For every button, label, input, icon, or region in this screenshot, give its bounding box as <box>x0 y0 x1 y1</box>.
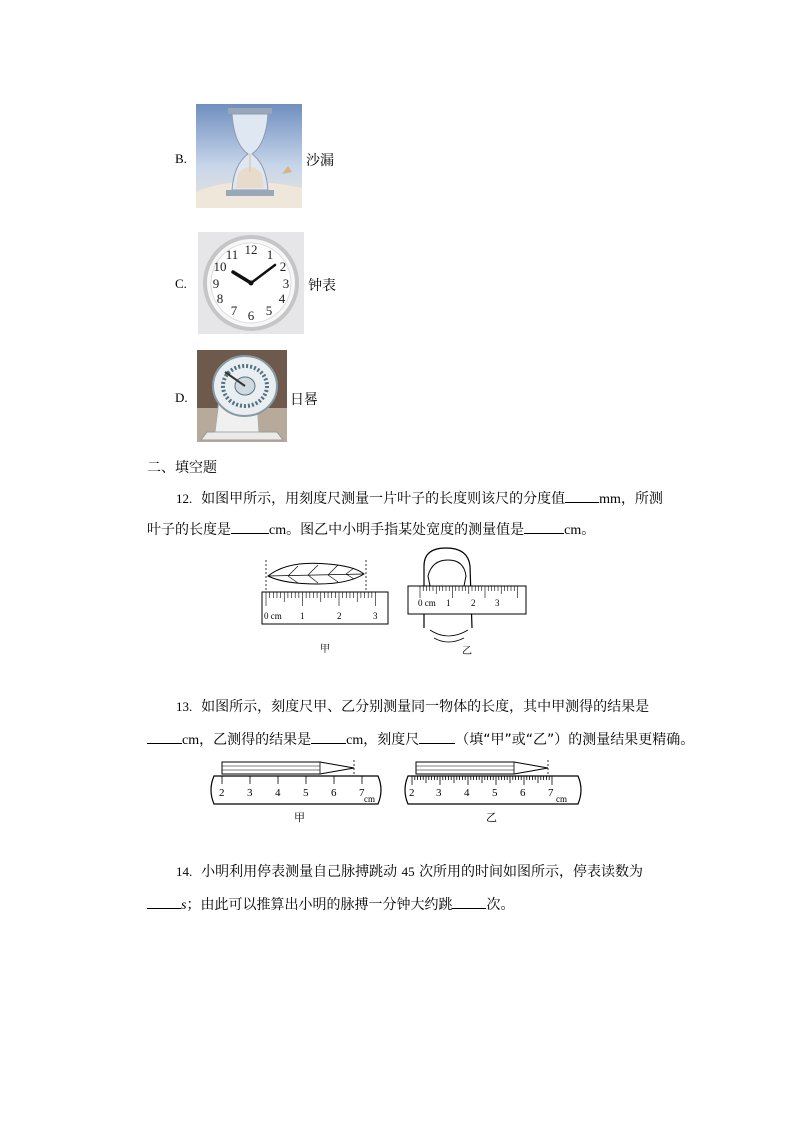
ruler-jia-tick-4: 4 <box>275 787 281 799</box>
q14-unit-s: s <box>181 898 187 913</box>
svg-text:2: 2 <box>279 259 287 274</box>
ruler-jia-tick-3: 3 <box>247 787 253 799</box>
leaf-ruler-tick-0: 0 cm <box>264 611 282 621</box>
svg-text:11: 11 <box>225 247 239 262</box>
q14-blank-1[interactable] <box>147 894 181 909</box>
q14-text-a: 小明利用停表测量自己脉搏跳动 <box>201 864 398 880</box>
sundial-image <box>197 350 287 442</box>
ruler-jia-figure <box>208 758 386 826</box>
ruler-yi-tick-6: 6 <box>520 787 526 799</box>
hourglass-image <box>196 104 302 208</box>
ruler-yi-tick-2: 2 <box>409 787 415 799</box>
q14-line2 <box>147 894 514 916</box>
ruler-jia-tick-6: 6 <box>331 787 337 799</box>
q12-line2 <box>147 519 595 541</box>
q13-unit-cm-2: cm <box>346 733 364 748</box>
q14-text-c: ；由此可以推算出小明的脉搏一分钟大约跳 <box>186 897 453 913</box>
q13-text-a: 如图所示，刻度尺甲、乙分别测量同一物体的长度，其中甲测得的结果是 <box>201 699 650 715</box>
ruler-yi-tick-7: 7 <box>548 787 554 799</box>
q13-line1 <box>176 697 649 717</box>
ruler-yi-unit: cm <box>556 794 567 804</box>
q13-unit-cm-1: cm <box>182 733 200 748</box>
q12-text-d: 。图乙中小明手指某处宽度的测量值是 <box>286 522 525 538</box>
svg-text:4: 4 <box>278 291 286 306</box>
fig-label-yi-13: 乙 <box>486 812 497 824</box>
q12-blank-2[interactable] <box>231 519 269 534</box>
svg-text:12: 12 <box>244 242 258 257</box>
ruler-yi-tick-4: 4 <box>464 787 470 799</box>
finger-ruler-figure <box>406 546 532 658</box>
ruler-jia-unit: cm <box>364 794 375 804</box>
ruler-jia-tick-2: 2 <box>219 787 225 799</box>
q12-unit-mm: mm <box>599 492 621 507</box>
q13-number: 13. <box>176 699 193 714</box>
q12-number: 12. <box>176 491 193 506</box>
svg-text:8: 8 <box>216 291 224 306</box>
q12-unit-cm-2: cm <box>564 523 582 538</box>
q13-text-b: ，乙测得的结果是 <box>199 732 312 748</box>
option-d-letter: D. <box>175 390 188 405</box>
q13-blank-1[interactable] <box>147 729 182 744</box>
svg-text:3: 3 <box>282 276 290 291</box>
q13-blank-3[interactable] <box>419 729 455 744</box>
svg-text:10: 10 <box>213 259 227 274</box>
option-d-text: 日晷 <box>290 392 318 408</box>
fig-label-jia-12: 甲 <box>320 644 330 655</box>
ruler-yi-tick-3: 3 <box>436 787 442 799</box>
svg-text:1: 1 <box>266 247 274 262</box>
q14-number: 14. <box>176 864 193 879</box>
leaf-ruler-tick-1: 1 <box>300 611 305 621</box>
option-c-letter: C. <box>175 276 187 291</box>
q13-blank-2[interactable] <box>311 729 346 744</box>
q12-text-b: ，所测 <box>620 491 663 507</box>
q12-blank-1[interactable] <box>565 488 599 503</box>
q14-text-d: 次。 <box>486 897 515 913</box>
q12-blank-3[interactable] <box>524 519 564 534</box>
q14-blank-2[interactable] <box>452 894 486 909</box>
leaf-ruler-tick-2: 2 <box>337 611 342 621</box>
q14-count: 45 <box>401 864 415 879</box>
section-title: 二、填空题 <box>147 460 217 476</box>
option-c-text: 钟表 <box>308 278 336 294</box>
q13-text-c: ，刻度尺 <box>363 732 420 748</box>
leaf-ruler-figure <box>258 556 392 656</box>
q12-line1 <box>176 488 663 510</box>
ruler-yi-figure <box>402 758 586 826</box>
q12-text-c: 叶子的长度是 <box>147 522 231 538</box>
fig-label-jia-13: 甲 <box>294 812 305 824</box>
svg-text:9: 9 <box>212 276 220 291</box>
finger-ruler-tick-1: 1 <box>446 598 451 608</box>
wall-clock-image <box>198 232 304 334</box>
q13-text-d: （填“甲”或“乙”）的测量结果更精确。 <box>455 732 695 748</box>
fig-label-yi-12: 乙 <box>462 646 472 657</box>
finger-ruler-tick-2: 2 <box>471 598 476 608</box>
svg-text:5: 5 <box>265 303 273 318</box>
ruler-yi-tick-5: 5 <box>492 787 498 799</box>
q12-unit-cm-1: cm <box>269 523 287 538</box>
ruler-jia-tick-7: 7 <box>359 787 365 799</box>
q12-text-a: 如图甲所示，用刻度尺测量一片叶子的长度则该尺的分度值 <box>201 491 566 507</box>
q14-line1 <box>176 862 643 882</box>
q12-text-e: 。 <box>581 522 596 538</box>
finger-ruler-tick-3: 3 <box>495 598 500 608</box>
finger-ruler-tick-0: 0 cm <box>418 598 436 608</box>
ruler-jia-tick-5: 5 <box>303 787 309 799</box>
svg-text:6: 6 <box>247 308 255 323</box>
q14-text-b: 次所用的时间如图所示，停表读数为 <box>419 864 644 880</box>
option-b-letter: B. <box>175 151 187 166</box>
q13-line2 <box>147 729 694 751</box>
svg-text:7: 7 <box>230 303 238 318</box>
option-b-text: 沙漏 <box>306 153 334 169</box>
leaf-ruler-tick-3: 3 <box>373 611 378 621</box>
